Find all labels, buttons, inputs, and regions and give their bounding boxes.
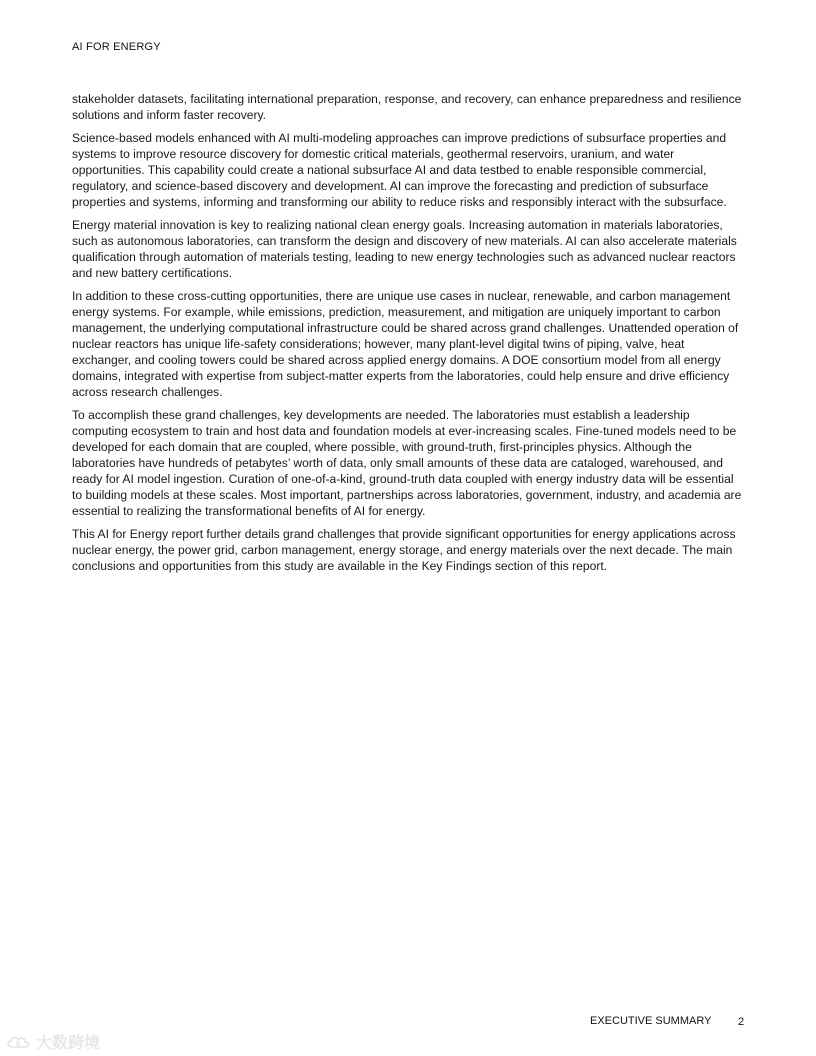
paragraph: Energy material innovation is key to realizing national clean energy goals. Increasing automation in materials laboratories, such as autonomous laboratories, can transform the design and discovery of new materials. AI can also accelerate materials qualification through automation of materials testing, leading to new energy technologies such as advanced nuclear reactors and new battery certifications. (72, 218, 737, 280)
paragraph: In addition to these cross-cutting opportunities, there are unique use cases in nuclear, renewable, and carbon management energy systems. For example, while emissions, prediction, measurement, and mitigation are uniquely important to carbon management, the underlying computational infrastructure could be shared across grand challenges. Unattended operation of nuclear reactors has unique life-safety considerations; however, many plant-level digital twins of piping, valve, heat exchanger, and cooling towers could be shared across applied energy domains. A DOE consortium model from all energy domains, integrated with expertise from subject-matter experts from the laboratories, could help ensure and drive efficiency across research challenges. (72, 289, 739, 399)
body-text (72, 91, 744, 581)
paragraph: stakeholder datasets, facilitating international preparation, response, and recovery, can enhance preparedness and resilience solutions and inform faster recovery. (72, 92, 742, 122)
footer-section-label: EXECUTIVE SUMMARY (590, 1015, 712, 1027)
running-header: AI FOR ENERGY (72, 41, 161, 53)
cloud-logo-icon (6, 1034, 32, 1050)
watermark-text: 大数跨境 (36, 1035, 101, 1052)
svg-text:©: © (15, 1040, 21, 1048)
watermark (6, 1030, 100, 1053)
paragraph: Science-based models enhanced with AI multi-modeling approaches can improve predictions of subsurface properties and systems to improve resource discovery for domestic critical materials, geothermal reservoirs, uranium, and water opportunities. This capability could create a national subsurface AI and data testbed to enable responsible commercial, regulatory, and science-based discovery and development. AI can improve the forecasting and prediction of subsurface properties and systems, informing and transforming our ability to reduce risks and responsibly interact with the subsurface. (72, 131, 727, 209)
paragraph: This AI for Energy report further details grand challenges that provide significant opportunities for energy applications across nuclear energy, the power grid, carbon management, energy storage, and energy materials over the next decade. The main conclusions and opportunities from this study are available in the Key Findings section of this report. (72, 527, 736, 573)
page-number: 2 (738, 1016, 745, 1028)
paragraph: To accomplish these grand challenges, key developments are needed. The laboratories must establish a leadership computing ecosystem to train and host data and foundation models at ever-increasing scales. Fine-tuned models need to be developed for each domain that are coupled, where possible, with ground-truth, first-principles physics. Although the laboratories have hundreds of petabytes’ worth of data, only small amounts of these data are cataloged, warehoused, and ready for AI model ingestion. Curation of one-of-a-kind, ground-truth data coupled with energy industry data will be essential to building models at these scales. Most important, partnerships across laboratories, government, industry, and academia are essential to realizing the transformational benefits of AI for energy. (72, 408, 742, 518)
